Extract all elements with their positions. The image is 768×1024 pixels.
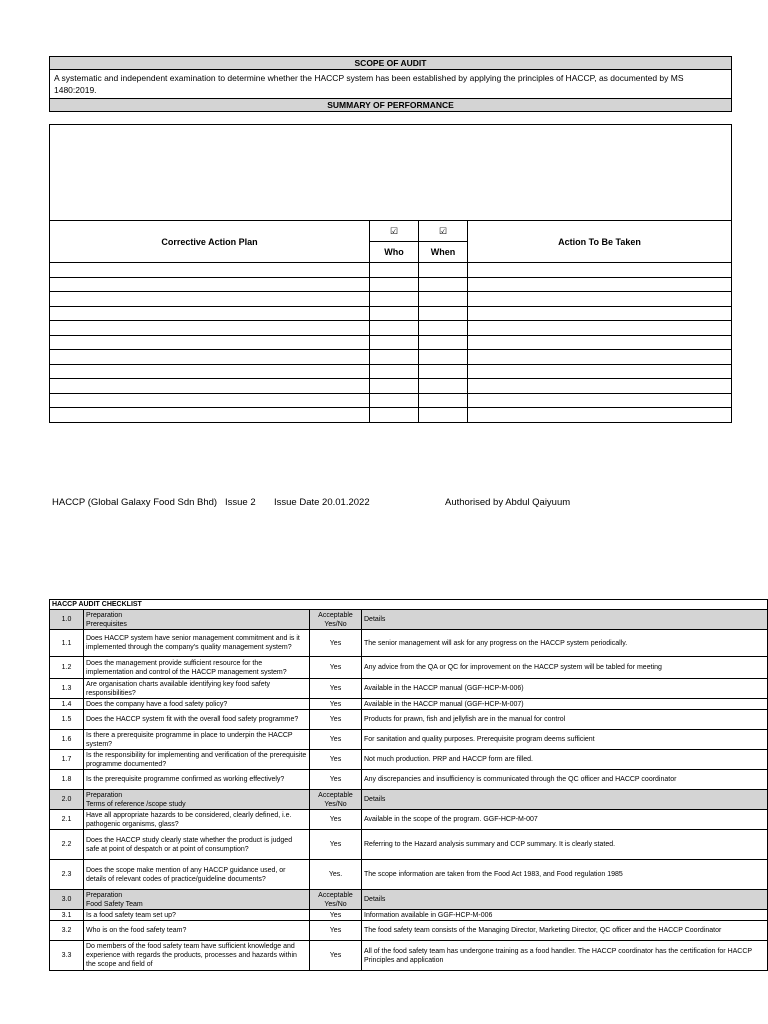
empty-cell	[50, 263, 370, 278]
section-label-line1: Preparation	[86, 891, 123, 899]
when-label: When	[419, 242, 468, 263]
question-cell: Does the scope make mention of any HACCP guidance used, or details of relevant codes of practice/guideline documents?	[84, 860, 310, 890]
question-cell: Are organisation charts available identifying key food safety responsibilities?	[84, 679, 310, 699]
section-label-line2: Terms of reference /scope study	[86, 800, 186, 808]
corrective-action-row	[50, 321, 732, 336]
empty-cell	[468, 364, 732, 379]
scope-table	[49, 56, 732, 112]
answer-cell: Yes	[310, 941, 362, 971]
empty-cell	[370, 379, 419, 394]
checklist-row	[50, 810, 768, 830]
empty-cell	[370, 263, 419, 278]
empty-cell	[419, 263, 468, 278]
empty-cell	[468, 335, 732, 350]
empty-cell	[468, 350, 732, 365]
corrective-action-row	[50, 277, 732, 292]
empty-cell	[419, 408, 468, 423]
details-cell: Referring to the Hazard analysis summary and CCP summary. It is clearly stated.	[362, 830, 768, 860]
question-cell: Is there a prerequisite programme in place to underpin the HACCP system?	[84, 730, 310, 750]
answer-cell: Yes	[310, 699, 362, 710]
question-cell: Do members of the food safety team have sufficient knowledge and experience with regards the products, processes and hazards within the scope and field of	[84, 941, 310, 971]
empty-cell	[50, 393, 370, 408]
answer-cell: Yes	[310, 910, 362, 921]
empty-cell	[50, 350, 370, 365]
question-cell: Does the HACCP study clearly state whether the product is judged safe at point of despatch or at point of consumption?	[84, 830, 310, 860]
details-header: Details	[362, 610, 768, 630]
summary-box	[50, 125, 732, 221]
checklist-row	[50, 860, 768, 890]
details-cell: For sanitation and quality purposes. Prerequisite program deems sufficient	[362, 730, 768, 750]
checklist-row	[50, 830, 768, 860]
scope-text: A systematic and independent examination to determine whether the HACCP system has been established by applying the principles of HACCP, as documented by MS 1480:2019.	[50, 70, 732, 99]
section-label-line1: Preparation	[86, 611, 123, 619]
empty-cell	[468, 277, 732, 292]
empty-cell	[419, 350, 468, 365]
section-label	[84, 790, 310, 810]
section-number: 1.0	[50, 610, 84, 630]
question-cell: Does the HACCP system fit with the overall food safety programme?	[84, 710, 310, 730]
footer-issue-date: Issue Date 20.01.2022	[274, 497, 370, 508]
corrective-action-row	[50, 335, 732, 350]
answer-cell: Yes	[310, 750, 362, 770]
empty-cell	[468, 321, 732, 336]
answer-cell: Yes	[310, 770, 362, 790]
answer-cell: Yes.	[310, 860, 362, 890]
details-cell: Products for prawn, fish and jellyfish are in the manual for control	[362, 710, 768, 730]
item-number: 1.2	[50, 657, 84, 679]
question-cell: Does the management provide sufficient resource for the implementation and control of the HACCP management system?	[84, 657, 310, 679]
empty-cell	[50, 321, 370, 336]
details-cell: Available in the HACCP manual (GGF-HCP-M-007)	[362, 699, 768, 710]
checklist-row	[50, 630, 768, 657]
empty-cell	[50, 408, 370, 423]
who-label: Who	[370, 242, 419, 263]
checklist-row	[50, 921, 768, 941]
question-cell: Have all appropriate hazards to be considered, clearly defined, i.e. pathogenic organisms, glass?	[84, 810, 310, 830]
section-header-row	[50, 610, 768, 630]
action-to-be-taken-label: Action To Be Taken	[468, 221, 732, 263]
section-header-row	[50, 790, 768, 810]
empty-cell	[50, 292, 370, 307]
empty-cell	[370, 335, 419, 350]
item-number: 2.3	[50, 860, 84, 890]
checklist-row	[50, 699, 768, 710]
section-number: 3.0	[50, 890, 84, 910]
item-number: 1.3	[50, 679, 84, 699]
scope-heading: SCOPE OF AUDIT	[50, 57, 732, 70]
checklist-row	[50, 770, 768, 790]
answer-cell: Yes	[310, 810, 362, 830]
empty-cell	[419, 277, 468, 292]
empty-cell	[370, 393, 419, 408]
details-cell: Any advice from the QA or QC for improvement on the HACCP system will be tabled for meeting	[362, 657, 768, 679]
details-cell: The scope information are taken from the Food Act 1983, and Food regulation 1985	[362, 860, 768, 890]
section-label	[84, 610, 310, 630]
empty-cell	[468, 393, 732, 408]
answer-cell: Yes	[310, 730, 362, 750]
corrective-action-plan-label: Corrective Action Plan	[50, 221, 370, 263]
answer-cell: Yes	[310, 630, 362, 657]
checklist-row	[50, 910, 768, 921]
corrective-action-row	[50, 292, 732, 307]
item-number: 1.1	[50, 630, 84, 657]
empty-cell	[468, 292, 732, 307]
empty-cell	[50, 277, 370, 292]
answer-cell: Yes	[310, 657, 362, 679]
empty-cell	[419, 379, 468, 394]
answer-cell: Yes	[310, 679, 362, 699]
empty-cell	[370, 292, 419, 307]
empty-cell	[419, 393, 468, 408]
empty-cell	[468, 379, 732, 394]
footer-issue: Issue 2	[225, 497, 256, 508]
empty-cell	[370, 408, 419, 423]
details-cell: Information available in GGF-HCP-M-006	[362, 910, 768, 921]
empty-cell	[468, 408, 732, 423]
corrective-action-row	[50, 263, 732, 278]
checkbox-icon: ☑	[419, 221, 468, 242]
corrective-action-row	[50, 364, 732, 379]
question-cell: Is a food safety team set up?	[84, 910, 310, 921]
empty-cell	[50, 335, 370, 350]
item-number: 3.3	[50, 941, 84, 971]
question-cell: Does the company have a food safety policy?	[84, 699, 310, 710]
acceptable-header: Acceptable Yes/No	[310, 610, 362, 630]
summary-heading: SUMMARY OF PERFORMANCE	[50, 99, 732, 112]
checklist-title: HACCP AUDIT CHECKLIST	[50, 600, 768, 610]
question-cell: Who is on the food safety team?	[84, 921, 310, 941]
details-cell: Available in the HACCP manual (GGF-HCP-M-006)	[362, 679, 768, 699]
corrective-action-row	[50, 379, 732, 394]
checklist-row	[50, 657, 768, 679]
empty-cell	[50, 379, 370, 394]
corrective-action-row	[50, 408, 732, 423]
section-number: 2.0	[50, 790, 84, 810]
empty-cell	[419, 335, 468, 350]
empty-cell	[50, 364, 370, 379]
details-cell: The food safety team consists of the Managing Director, Marketing Director, QC officer and the HACCP Coordinator	[362, 921, 768, 941]
corrective-action-table	[49, 124, 732, 423]
empty-cell	[370, 277, 419, 292]
haccp-audit-checklist	[49, 599, 768, 971]
checklist-row	[50, 941, 768, 971]
details-cell: All of the food safety team has undergone training as a food handler. The HACCP coordinator has the certification for HACCP Principles and application	[362, 941, 768, 971]
details-cell: Any discrepancies and insufficiency is communicated through the QC officer and HACCP coordinator	[362, 770, 768, 790]
item-number: 1.6	[50, 730, 84, 750]
checklist-row	[50, 730, 768, 750]
answer-cell: Yes	[310, 710, 362, 730]
details-header: Details	[362, 890, 768, 910]
answer-cell: Yes	[310, 830, 362, 860]
section-label-line1: Preparation	[86, 791, 123, 799]
checklist-row	[50, 750, 768, 770]
section-label	[84, 890, 310, 910]
item-number: 1.5	[50, 710, 84, 730]
details-cell: Not much production. PRP and HACCP form are filled.	[362, 750, 768, 770]
empty-cell	[468, 263, 732, 278]
checklist-row	[50, 710, 768, 730]
section-label-line2: Food Safety Team	[86, 900, 143, 908]
empty-cell	[419, 364, 468, 379]
item-number: 2.1	[50, 810, 84, 830]
item-number: 1.8	[50, 770, 84, 790]
question-cell: Does HACCP system have senior management commitment and is it implemented through the company's quality management system?	[84, 630, 310, 657]
details-header: Details	[362, 790, 768, 810]
acceptable-header: Acceptable Yes/No	[310, 890, 362, 910]
item-number: 1.4	[50, 699, 84, 710]
footer-authorised: Authorised by Abdul Qaiyuum	[445, 497, 571, 508]
empty-cell	[468, 306, 732, 321]
section-label-line2: Prerequisites	[86, 620, 127, 628]
empty-cell	[370, 321, 419, 336]
empty-cell	[370, 306, 419, 321]
checklist-row	[50, 679, 768, 699]
item-number: 2.2	[50, 830, 84, 860]
corrective-action-row	[50, 350, 732, 365]
acceptable-header: Acceptable Yes/No	[310, 790, 362, 810]
item-number: 3.2	[50, 921, 84, 941]
answer-cell: Yes	[310, 921, 362, 941]
empty-cell	[370, 350, 419, 365]
corrective-action-row	[50, 393, 732, 408]
item-number: 1.7	[50, 750, 84, 770]
empty-cell	[50, 306, 370, 321]
details-cell: The senior management will ask for any progress on the HACCP system periodically.	[362, 630, 768, 657]
details-cell: Available in the scope of the program. GGF-HCP-M-007	[362, 810, 768, 830]
question-cell: Is the responsibility for implementing and verification of the prerequisite programme documented?	[84, 750, 310, 770]
empty-cell	[419, 306, 468, 321]
empty-cell	[419, 321, 468, 336]
question-cell: Is the prerequisite programme confirmed as working effectively?	[84, 770, 310, 790]
item-number: 3.1	[50, 910, 84, 921]
checkbox-icon: ☑	[370, 221, 419, 242]
empty-cell	[419, 292, 468, 307]
empty-cell	[370, 364, 419, 379]
footer-company: HACCP (Global Galaxy Food Sdn Bhd)	[52, 497, 218, 508]
corrective-action-row	[50, 306, 732, 321]
section-header-row	[50, 890, 768, 910]
